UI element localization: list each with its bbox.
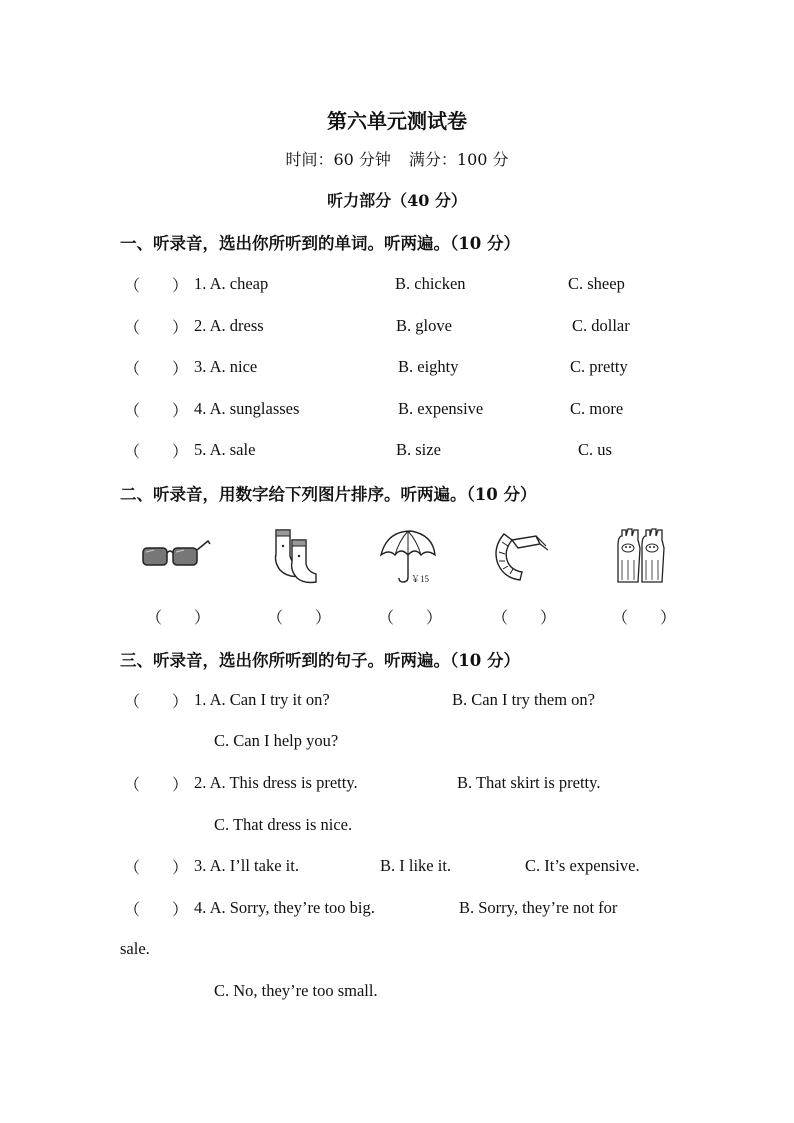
scarf-icon [490, 528, 552, 584]
option-a: 3. A. nice [194, 357, 258, 376]
option-c: C. more [570, 399, 624, 418]
option-b: B. glove [396, 316, 452, 335]
time-limit: 时间：60 分钟 [285, 150, 391, 169]
answer-blank[interactable]: （ ） [124, 775, 189, 794]
option-a: 5. A. sale [194, 440, 256, 459]
picture-blank[interactable]: （ ） [146, 608, 211, 627]
option-c: C. It’s expensive. [525, 856, 640, 875]
page-title: 第六单元测试卷 [327, 109, 467, 133]
answer-blank[interactable]: （ ） [124, 442, 189, 461]
option-c: C. That dress is nice. [214, 815, 353, 834]
option-b: B. eighty [398, 357, 459, 376]
picture-blank[interactable]: （ ） [378, 608, 443, 627]
umbrella-price: ￥15 [411, 574, 430, 584]
option-a: 3. A. I’ll take it. [194, 856, 299, 875]
option-a: 4. A. sunglasses [194, 399, 300, 418]
picture-blank[interactable]: （ ） [612, 608, 677, 627]
option-a: 1. A. Can I try it on? [194, 690, 330, 709]
section-1-heading: 一、听录音，选出你所听到的单词。听两遍。（10 分） [120, 234, 520, 253]
section-3-heading: 三、听录音，选出你所听到的句子。听两遍。（10 分） [120, 651, 520, 670]
option-b-continued: sale. [120, 939, 150, 958]
option-b: B. I like it. [380, 856, 452, 875]
answer-blank[interactable]: （ ） [124, 692, 189, 711]
option-c: C. No, they’re too small. [214, 981, 378, 1000]
option-a: 2. A. This dress is pretty. [194, 773, 358, 792]
option-a: 1. A. cheap [194, 274, 269, 293]
exam-meta [0, 147, 794, 170]
socks-icon [270, 526, 322, 584]
option-c: C. us [578, 440, 612, 459]
picture-blank[interactable]: （ ） [492, 608, 557, 627]
answer-blank[interactable]: （ ） [124, 900, 189, 919]
option-c: C. Can I help you? [214, 731, 339, 750]
answer-blank[interactable]: （ ） [124, 401, 189, 420]
option-b: B. size [396, 440, 441, 459]
option-b: B. That skirt is pretty. [457, 773, 601, 792]
option-c: C. sheep [568, 274, 625, 293]
option-a: 2. A. dress [194, 316, 264, 335]
section-2-heading: 二、听录音，用数字给下列图片排序。听两遍。（10 分） [120, 485, 537, 504]
gloves-icon [614, 526, 668, 584]
part-title: 听力部分（40 分） [327, 191, 467, 210]
full-score: 满分：100 分 [408, 150, 509, 169]
answer-blank[interactable]: （ ） [124, 318, 189, 337]
option-c: C. dollar [572, 316, 630, 335]
umbrella-icon [377, 527, 439, 587]
option-b: B. expensive [398, 399, 484, 418]
answer-blank[interactable]: （ ） [124, 858, 189, 877]
option-a: 4. A. Sorry, they’re too big. [194, 898, 375, 917]
answer-blank[interactable]: （ ） [124, 359, 189, 378]
option-b: B. Sorry, they’re not for [459, 898, 618, 917]
answer-blank[interactable]: （ ） [124, 276, 189, 295]
option-b: B. Can I try them on? [452, 690, 595, 709]
picture-blank[interactable]: （ ） [267, 608, 332, 627]
option-b: B. chicken [395, 274, 466, 293]
sunglasses-icon [140, 536, 212, 572]
option-c: C. pretty [570, 357, 628, 376]
